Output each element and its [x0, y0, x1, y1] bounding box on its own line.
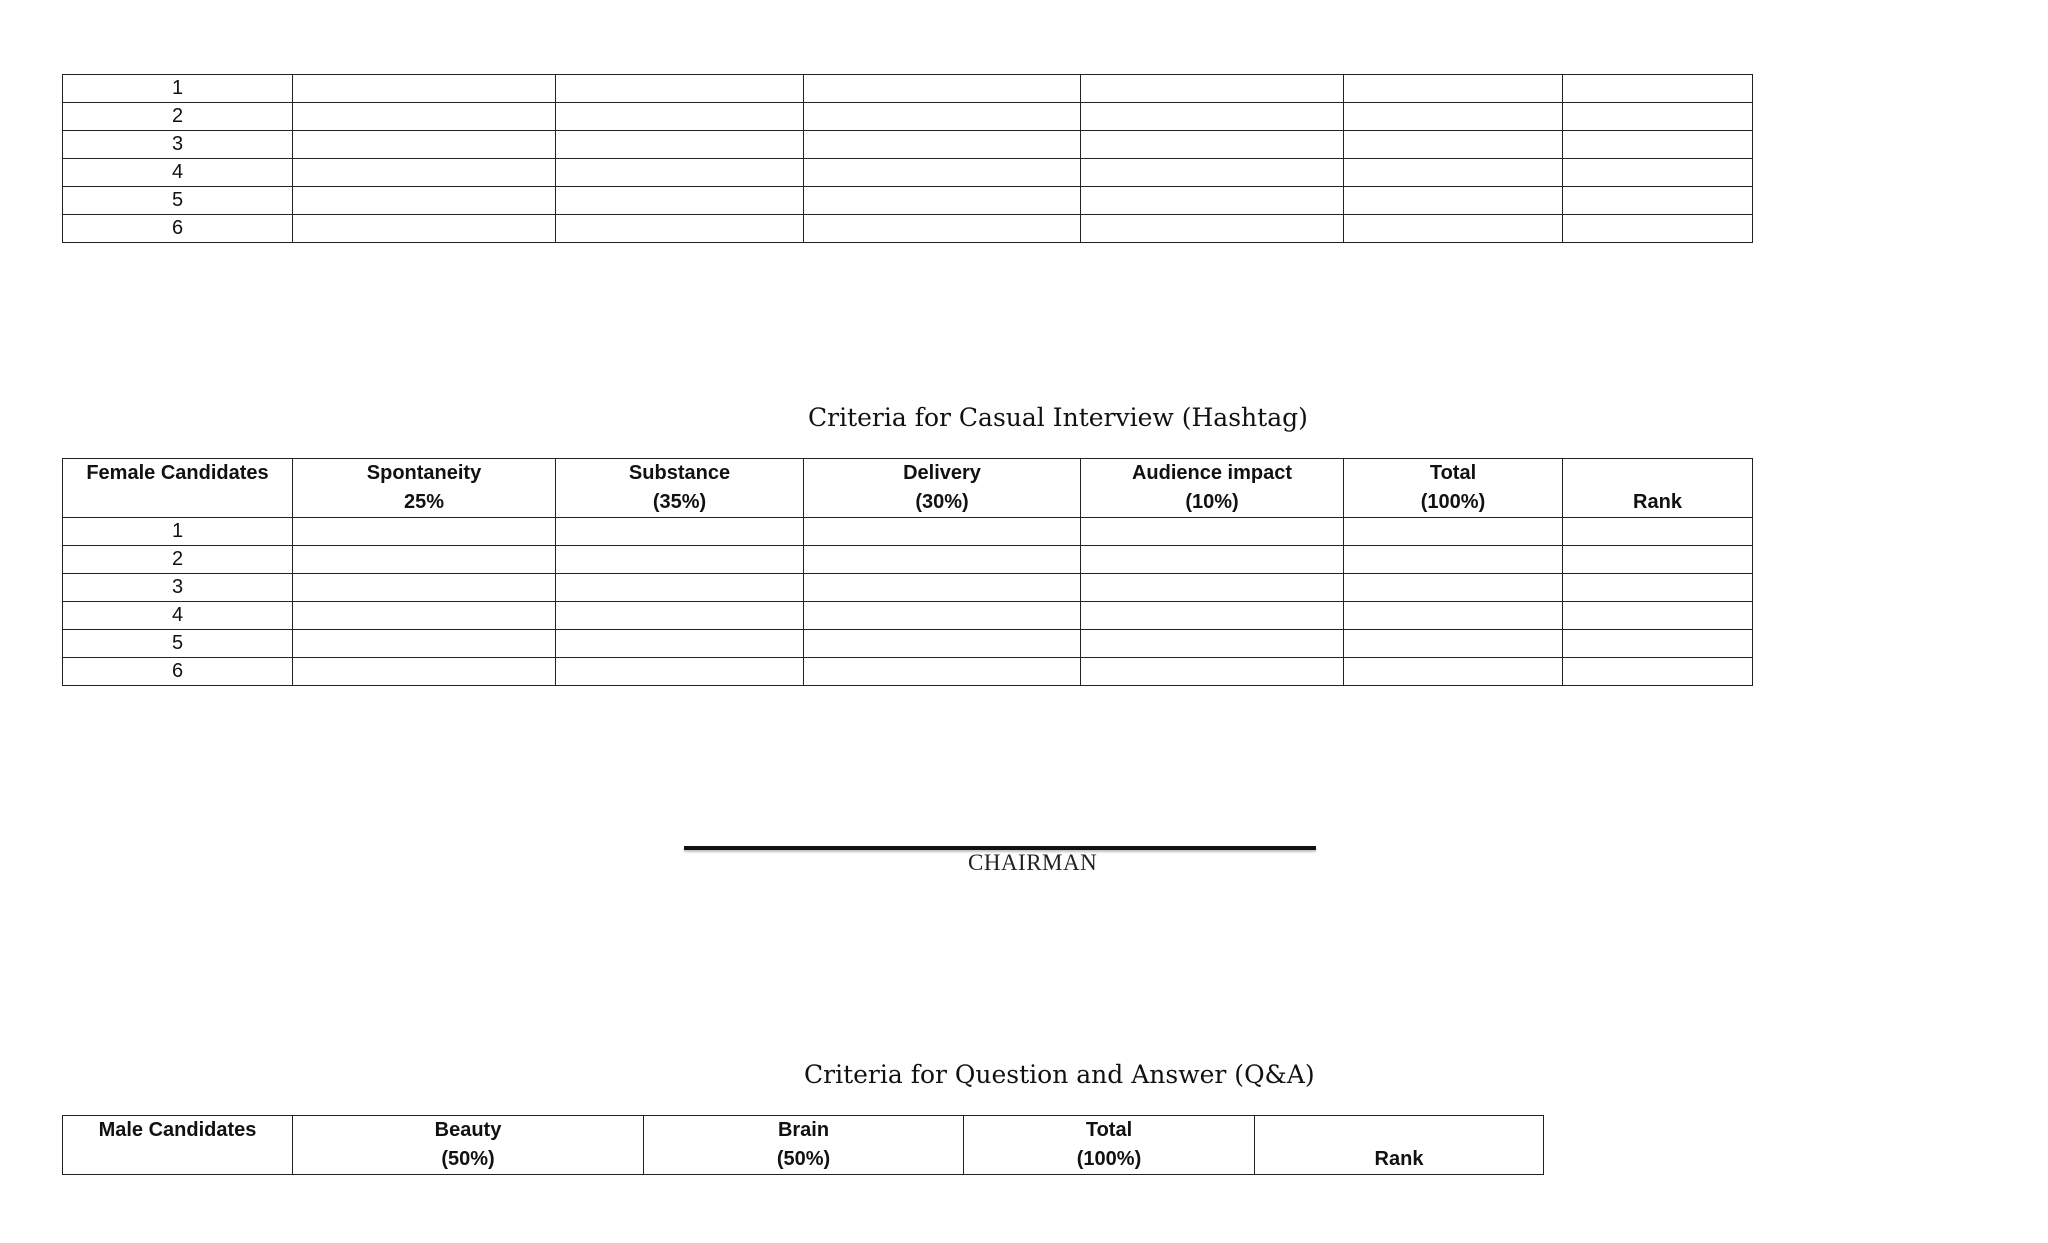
header-total: Total (100%)	[1344, 459, 1563, 518]
table-row	[63, 215, 1753, 243]
candidate-number: 3	[63, 574, 293, 602]
qa-score-table	[62, 1115, 1544, 1175]
header-substance: Substance (35%)	[556, 459, 804, 518]
table-row	[63, 159, 1753, 187]
table-row	[63, 602, 1753, 630]
candidate-number: 6	[63, 215, 293, 243]
table-row	[63, 75, 1753, 103]
header-male-candidates: Male Candidates	[63, 1116, 293, 1175]
header-female-candidates: Female Candidates	[63, 459, 293, 518]
table-row	[63, 546, 1753, 574]
candidate-number: 3	[63, 131, 293, 159]
header-spontaneity: Spontaneity 25%	[293, 459, 556, 518]
candidate-number: 4	[63, 159, 293, 187]
table-row	[63, 630, 1753, 658]
header-audience-impact: Audience impact (10%)	[1081, 459, 1344, 518]
score-table-continued	[62, 74, 1753, 243]
header-rank: Rank	[1563, 459, 1753, 518]
header-beauty: Beauty (50%)	[293, 1116, 644, 1175]
table-row	[63, 103, 1753, 131]
candidate-number: 5	[63, 187, 293, 215]
header-total: Total (100%)	[964, 1116, 1255, 1175]
chairman-label: CHAIRMAN	[968, 850, 1098, 875]
candidate-number: 4	[63, 602, 293, 630]
header-brain: Brain (50%)	[644, 1116, 964, 1175]
candidate-number: 2	[63, 546, 293, 574]
header-rank: Rank	[1255, 1116, 1544, 1175]
candidate-number: 2	[63, 103, 293, 131]
hashtag-criteria-title: Criteria for Casual Interview (Hashtag)	[808, 403, 1308, 432]
candidate-number: 5	[63, 630, 293, 658]
table-row	[63, 658, 1753, 686]
header-delivery: Delivery (30%)	[804, 459, 1081, 518]
hashtag-score-table	[62, 458, 1753, 686]
candidate-number: 1	[63, 518, 293, 546]
table-row	[63, 187, 1753, 215]
candidate-number: 6	[63, 658, 293, 686]
table-header-row	[63, 1116, 1544, 1175]
table-row	[63, 518, 1753, 546]
table-header-row	[63, 459, 1753, 518]
table-row	[63, 574, 1753, 602]
candidate-number: 1	[63, 75, 293, 103]
qa-criteria-title: Criteria for Question and Answer (Q&A)	[804, 1060, 1315, 1089]
table-row	[63, 131, 1753, 159]
